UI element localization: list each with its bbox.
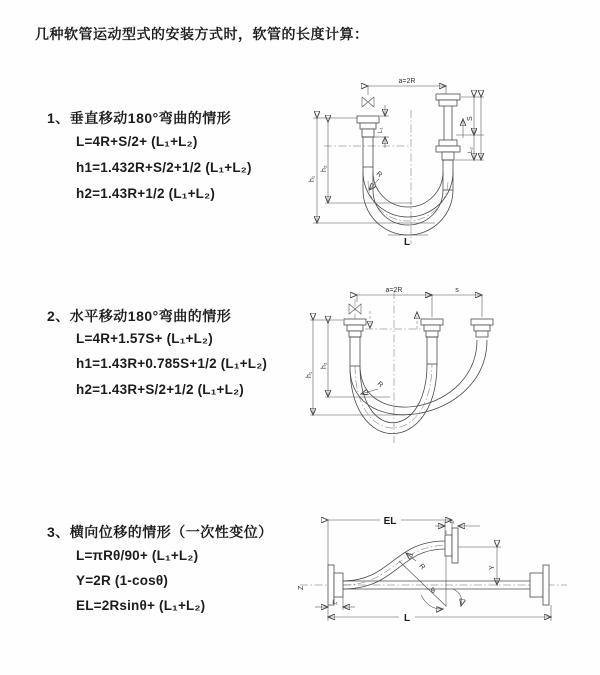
section-3-formula-Y: Y=2R (1-cosθ) bbox=[76, 573, 169, 588]
d3-upper-flange bbox=[445, 528, 458, 563]
d3-dim-el bbox=[328, 516, 455, 565]
d3-label-l1-left: L₁ bbox=[332, 600, 338, 606]
d3-label-r: R bbox=[417, 562, 427, 572]
d1-label-s: S bbox=[467, 116, 474, 121]
d1-label-l2: L₂ bbox=[468, 147, 474, 153]
section-3-heading: 3、横向位移的情形（一次性变位） bbox=[47, 524, 273, 540]
d1-dim-top bbox=[368, 78, 446, 95]
d1-label-h2: h₂ bbox=[321, 165, 328, 172]
d1-label-r: R bbox=[374, 170, 384, 179]
d3-label-length: L bbox=[403, 613, 411, 624]
d2-middle-fitting bbox=[421, 319, 443, 364]
section-3-formula-EL: EL=2Rsinθ+ (L₁+L₂) bbox=[76, 598, 206, 613]
d2-centerlines bbox=[355, 291, 422, 443]
d2-motion-arrows bbox=[370, 311, 417, 329]
section-2-heading: 2、水平移动180°弯曲的情形 bbox=[47, 308, 232, 324]
d3-dim-y bbox=[458, 547, 501, 585]
d2-label-r: R bbox=[375, 380, 385, 389]
section-2-formula-h1: h1=1.43R+0.785S+1/2 (L₁+L₂) bbox=[76, 356, 268, 371]
section-3-formula-L: L=πRθ/90+ (L₁+L₂) bbox=[76, 548, 199, 563]
section-1-heading: 1、垂直移动180°弯曲的情形 bbox=[47, 110, 232, 126]
d2-label-h2: h₂ bbox=[321, 362, 328, 369]
d3-label-el: EL bbox=[383, 516, 397, 527]
d1-label-l1: L₁ bbox=[378, 127, 384, 133]
d2-dim-top bbox=[357, 287, 482, 317]
d3-hose bbox=[343, 541, 530, 589]
section-1-formula-h1: h1=1.432R+S/2+1/2 (L₁+L₂) bbox=[76, 160, 252, 175]
d1-right-fitting bbox=[436, 94, 460, 190]
d1-label-a2r: a=2R bbox=[398, 78, 416, 85]
d1-dim-s bbox=[456, 97, 484, 135]
page-title: 几种软管运动型式的安装方式时，软管的长度计算： bbox=[35, 26, 369, 42]
d2-left-fitting bbox=[344, 319, 366, 366]
d1-left-fitting bbox=[357, 116, 379, 167]
section-1-formula-h2: h2=1.43R+1/2 (L₁+L₂) bbox=[76, 186, 216, 201]
d2-label-a2r: a=2R bbox=[385, 287, 403, 294]
section-2-formula-h2: h2=1.43R+S/2+1/2 (L₁+L₂) bbox=[76, 382, 244, 397]
d3-dim-l bbox=[328, 605, 551, 624]
d2-label-h1: h₁ bbox=[306, 371, 313, 378]
d1-valve-icon bbox=[362, 97, 374, 107]
d1-label-length: L bbox=[403, 237, 411, 248]
d3-label-y: Y bbox=[489, 565, 496, 570]
d2-hose-arcs bbox=[350, 340, 487, 434]
diagram-horizontal-bend bbox=[306, 283, 570, 453]
d2-right-fitting bbox=[471, 319, 493, 337]
d3-right-flange bbox=[530, 565, 549, 605]
diagram-lateral-displacement bbox=[295, 500, 585, 645]
d2-radius-leader bbox=[361, 380, 384, 394]
diagram-vertical-bend bbox=[300, 72, 555, 262]
d3-label-z: Z bbox=[298, 585, 305, 590]
d3-left-flange bbox=[328, 565, 343, 605]
d2-label-stroke: s bbox=[455, 287, 459, 294]
d1-label-h1: h₁ bbox=[309, 175, 316, 182]
d3-label-theta: θ bbox=[431, 588, 435, 595]
d3-label-l1-top: L₁ bbox=[449, 519, 455, 525]
section-1-formula-L: L=4R+S/2+ (L₁+L₂) bbox=[76, 134, 198, 149]
d3-dim-l1-left bbox=[315, 597, 355, 610]
section-2-formula-L: L=4R+1.57S+ (L₁+L₂) bbox=[76, 331, 213, 346]
d3-z-mark bbox=[298, 585, 305, 590]
